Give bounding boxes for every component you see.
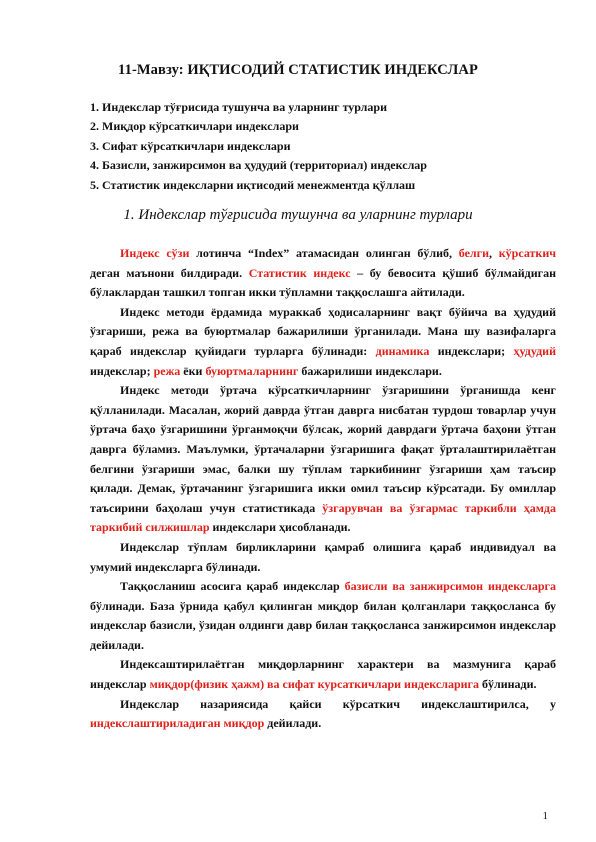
- paragraph: [90, 381, 556, 538]
- highlighted-term: ўзгарувчан ва ўзгармас таркибли ҳамда таркибий силжишлар: [90, 500, 556, 535]
- text-run: Индекс методи ўртача кўрсаткичларнинг ўзгаришини ўрганишда кенг қўлланилади. Масалан, жорий даврда ўтган даврга нисбатан турдош товарлар учун ўртача баҳо ўзгаришини ўрганмоқчи бўлсак, жорий даврдаги ўртача баҳони ўтган даврга бўламиз. Маълумки, ўртачаларни ўзгаришига фақат ўрталаштирилаётган белгини ўзгариши эмас, балки шу тўплам таркибининг ўзгариши ҳам таъсир қилади. Демак, ўртачанинг ўзгаришига икки омил таъсир кўрсатади. Бу омиллар таъсирини баҳолаш учун статистикада: [90, 383, 556, 515]
- topic-item: 3. Сифат кўрсаткичлари индекслари: [90, 138, 291, 153]
- section-heading: 1. Индекслар тўғрисида тушунча ва уларнинг турлари: [123, 207, 473, 223]
- text-run: бажарилиши индекслари.: [298, 363, 442, 378]
- highlighted-term: ҳудудий: [513, 343, 557, 358]
- highlighted-term: буюртмаларнинг: [205, 363, 299, 378]
- text-run: бўлинади.: [479, 677, 537, 692]
- text-run: индекслари;: [429, 343, 514, 358]
- text-run: деган маънони билдиради.: [90, 265, 249, 280]
- text-run: Таққосланиш асосига қараб индекслар: [120, 579, 345, 594]
- topic-item: 2. Миқдор кўрсаткичлари индекслари: [90, 119, 299, 134]
- highlighted-term: миқдор(физик ҳажм) ва сифат курсаткичлари индексларига: [149, 677, 479, 692]
- text-run: бўлинади. База ўрнида қабул қилинган миқдор билан қолганлари таққосланса бу индекслар базисли, ўзидан олдинги давр билан таққосланса занжирсимон индекслар дейилади.: [90, 598, 556, 652]
- body-text: [90, 244, 556, 734]
- highlighted-term: кўрсаткич: [498, 246, 557, 260]
- page-number: 1: [542, 810, 548, 822]
- text-run: Индекслар тўплам бирликларини қамраб олишига қараб индивидуал ва умумий индексларга бўлинади.: [90, 539, 556, 574]
- text-run: ,: [489, 246, 499, 260]
- paragraph: [90, 538, 556, 577]
- text-run: Индексаштирилаётган миқдорларнинг характери ва мазмунига қараб индекслар: [90, 657, 556, 692]
- highlighted-term: режа: [153, 363, 181, 378]
- topic-item: 1. Индекслар тўғрисида тушунча ва уларнинг турлари: [90, 100, 387, 114]
- paragraph: [90, 303, 556, 381]
- text-run: – бу бевосита қўшиб бўлмайдиган бўлаклардан ташкил топган икки тўпламни таққослашга айтилади.: [90, 265, 557, 300]
- highlighted-term: индекслаштириладиган миқдор: [90, 716, 265, 731]
- highlighted-term: белги: [458, 246, 490, 260]
- highlighted-term: Индекс сўзи: [120, 246, 190, 260]
- paragraph: [90, 577, 556, 655]
- paragraph: [90, 244, 556, 303]
- text-run: индекслари ҳисобланади.: [209, 520, 351, 535]
- highlighted-term: динамика: [375, 343, 430, 358]
- text-run: индекслар;: [90, 363, 154, 378]
- highlighted-term: базисли ва занжирсимон индексларга: [344, 579, 557, 594]
- text-run: Индекс методи ёрдамида мураккаб ҳодисаларнинг вақт бўйича ва ҳудудий ўзгариши, режа ва буюртмалар бажарилиши ўрганилади. Мана шу вазифаларга қараб индекслар қуйидаги турларга бўлинади:: [90, 304, 556, 358]
- paragraph: [90, 655, 556, 694]
- text-run: лотинча “Index” атамасидан олинган бўлиб,: [189, 246, 459, 260]
- highlighted-term: Статистик индекс: [248, 265, 351, 280]
- text-run: дейилади.: [264, 716, 322, 731]
- paragraph: [90, 695, 556, 734]
- text-run: ёки: [180, 363, 206, 378]
- text-run: Индекслар назариясида қайси кўрсаткич индекслаштирилса, у: [120, 696, 556, 711]
- topic-item: 4. Базисли, занжирсимон ва ҳудудий (территориал) индекслар: [90, 158, 427, 173]
- document-title: 11-Мавзу: ИҚТИСОДИЙ СТАТИСТИК ИНДЕКСЛАР: [118, 62, 478, 78]
- topic-item: 5. Статистик индексларни иқтисодий менежментда қўллаш: [90, 177, 416, 192]
- topic-list: [90, 98, 427, 195]
